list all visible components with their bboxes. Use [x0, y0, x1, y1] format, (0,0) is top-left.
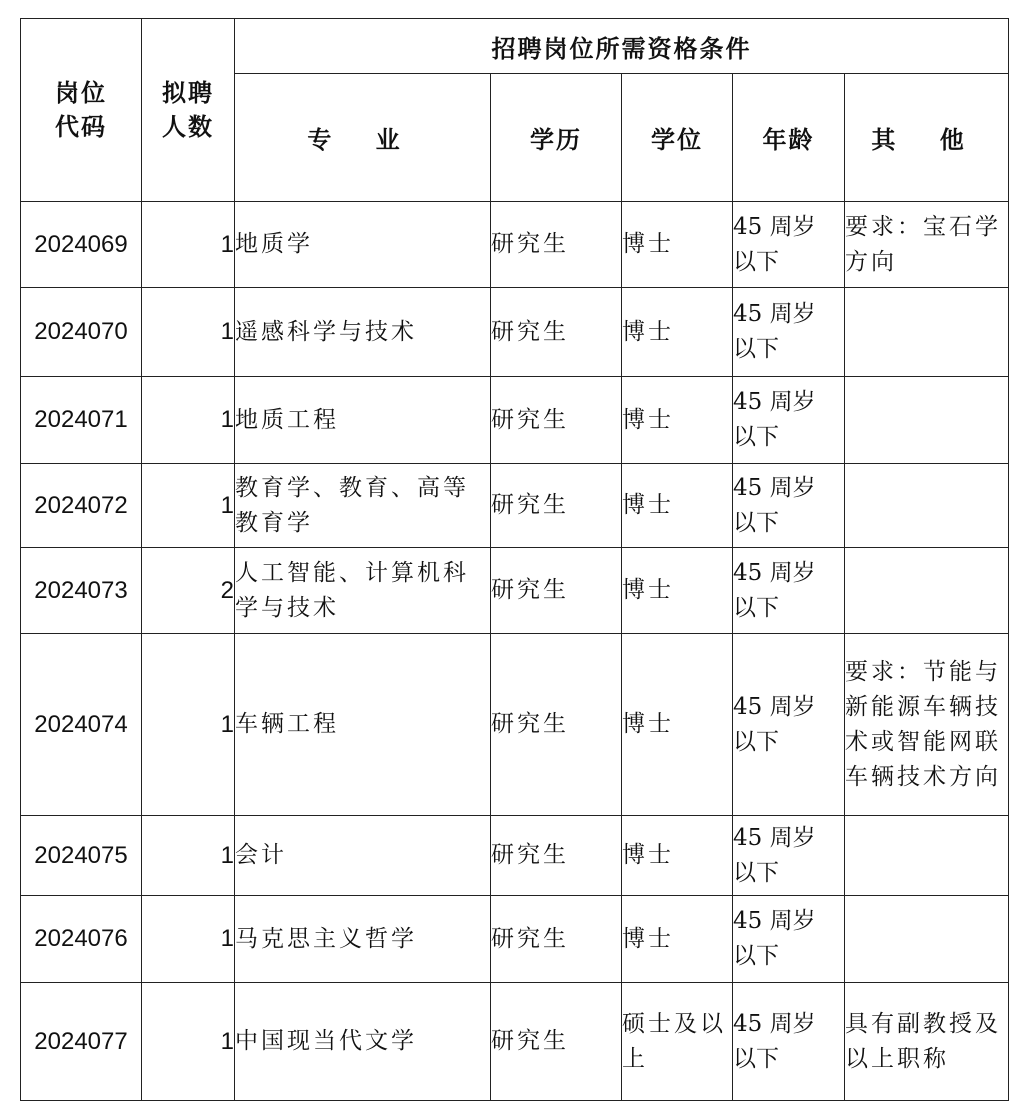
degree: 博士: [622, 816, 733, 896]
major: 地质学: [235, 202, 491, 288]
hire-count: 1: [142, 288, 235, 377]
table-row: [21, 464, 1009, 548]
age: [733, 983, 845, 1101]
education: 研究生: [491, 816, 622, 896]
position-code: 2024070: [21, 288, 142, 377]
other-requirement: [845, 464, 1009, 548]
header-code-line2: 代码: [55, 113, 107, 141]
position-code: 2024075: [21, 816, 142, 896]
hire-count: 1: [142, 202, 235, 288]
age-limit-suffix: 以下: [733, 424, 779, 450]
other-requirement: [845, 896, 1009, 983]
age-limit: 45 周岁: [733, 908, 816, 934]
hire-count: 1: [142, 816, 235, 896]
age: [733, 202, 845, 288]
position-code: 2024073: [21, 548, 142, 634]
major: 马克思主义哲学: [235, 896, 491, 983]
age-limit: 45 周岁: [733, 693, 816, 720]
hire-count: 1: [142, 896, 235, 983]
major: 地质工程: [235, 377, 491, 464]
degree: 硕士及以上: [622, 983, 733, 1101]
age-limit-suffix: 以下: [733, 336, 779, 362]
age-limit: 45 周岁: [733, 474, 816, 501]
age-limit-suffix: 以下: [733, 248, 779, 275]
education: 研究生: [491, 983, 622, 1101]
position-code: 2024071: [21, 377, 142, 464]
age-limit-suffix: 以下: [733, 509, 779, 536]
other-requirement: 要求：宝石学方向: [845, 202, 1009, 288]
age-limit: 45 周岁: [733, 824, 816, 851]
other-requirement: [845, 377, 1009, 464]
age: [733, 288, 845, 377]
age-limit-suffix: 以下: [733, 594, 779, 621]
age-limit-suffix: 以下: [733, 943, 779, 969]
header-row-group: [21, 19, 1009, 74]
position-code: 2024077: [21, 983, 142, 1101]
position-code: 2024072: [21, 464, 142, 548]
header-hire-count: [142, 19, 235, 202]
table-row: [21, 548, 1009, 634]
header-education: 学历: [491, 74, 622, 202]
major: 人工智能、计算机科学与技术: [235, 548, 491, 634]
age-limit: 45 周岁: [733, 559, 816, 586]
header-qualifications-group: 招聘岗位所需资格条件: [235, 19, 1009, 74]
age: [733, 896, 845, 983]
table-row: [21, 896, 1009, 983]
table-row: [21, 816, 1009, 896]
hire-count: 1: [142, 634, 235, 816]
position-code: 2024074: [21, 634, 142, 816]
degree: 博士: [622, 634, 733, 816]
other-requirement: [845, 548, 1009, 634]
table-row: [21, 202, 1009, 288]
recruitment-table: [20, 18, 1009, 1101]
major: 教育学、教育、高等教育学: [235, 464, 491, 548]
table-row: [21, 634, 1009, 816]
age-limit-suffix: 以下: [733, 859, 779, 886]
hire-count: 1: [142, 377, 235, 464]
major: 会计: [235, 816, 491, 896]
header-age: 年龄: [733, 74, 845, 202]
age-limit: 45 周岁: [733, 301, 816, 327]
other-requirement: [845, 288, 1009, 377]
degree: 博士: [622, 548, 733, 634]
hire-count: 2: [142, 548, 235, 634]
degree: 博士: [622, 464, 733, 548]
other-requirement: [845, 816, 1009, 896]
age: [733, 634, 845, 816]
age-limit: 45 周岁: [733, 213, 816, 240]
major: 中国现当代文学: [235, 983, 491, 1101]
age-limit: 45 周岁: [733, 1010, 816, 1037]
header-major: 专 业: [235, 74, 491, 202]
age: [733, 816, 845, 896]
education: 研究生: [491, 202, 622, 288]
header-position-code: [21, 19, 142, 202]
table-row: [21, 983, 1009, 1101]
table-row: [21, 288, 1009, 377]
education: 研究生: [491, 548, 622, 634]
header-count-line2: 人数: [162, 113, 214, 141]
header-other: 其 他: [845, 74, 1009, 202]
hire-count: 1: [142, 464, 235, 548]
header-code-line1: 岗位: [55, 79, 107, 107]
age: [733, 377, 845, 464]
education: 研究生: [491, 377, 622, 464]
header-degree: 学位: [622, 74, 733, 202]
age-limit-suffix: 以下: [733, 1045, 779, 1072]
age-limit-suffix: 以下: [733, 728, 779, 755]
education: 研究生: [491, 634, 622, 816]
education: 研究生: [491, 464, 622, 548]
hire-count: 1: [142, 983, 235, 1101]
header-count-line1: 拟聘: [162, 79, 214, 107]
age-limit: 45 周岁: [733, 389, 816, 415]
other-requirement: 要求：节能与新能源车辆技术或智能网联车辆技术方向: [845, 634, 1009, 816]
position-code: 2024069: [21, 202, 142, 288]
degree: 博士: [622, 288, 733, 377]
other-requirement: 具有副教授及以上职称: [845, 983, 1009, 1101]
age: [733, 464, 845, 548]
education: 研究生: [491, 896, 622, 983]
major: 遥感科学与技术: [235, 288, 491, 377]
position-code: 2024076: [21, 896, 142, 983]
major: 车辆工程: [235, 634, 491, 816]
degree: 博士: [622, 896, 733, 983]
degree: 博士: [622, 377, 733, 464]
age: [733, 548, 845, 634]
table-row: [21, 377, 1009, 464]
education: 研究生: [491, 288, 622, 377]
degree: 博士: [622, 202, 733, 288]
